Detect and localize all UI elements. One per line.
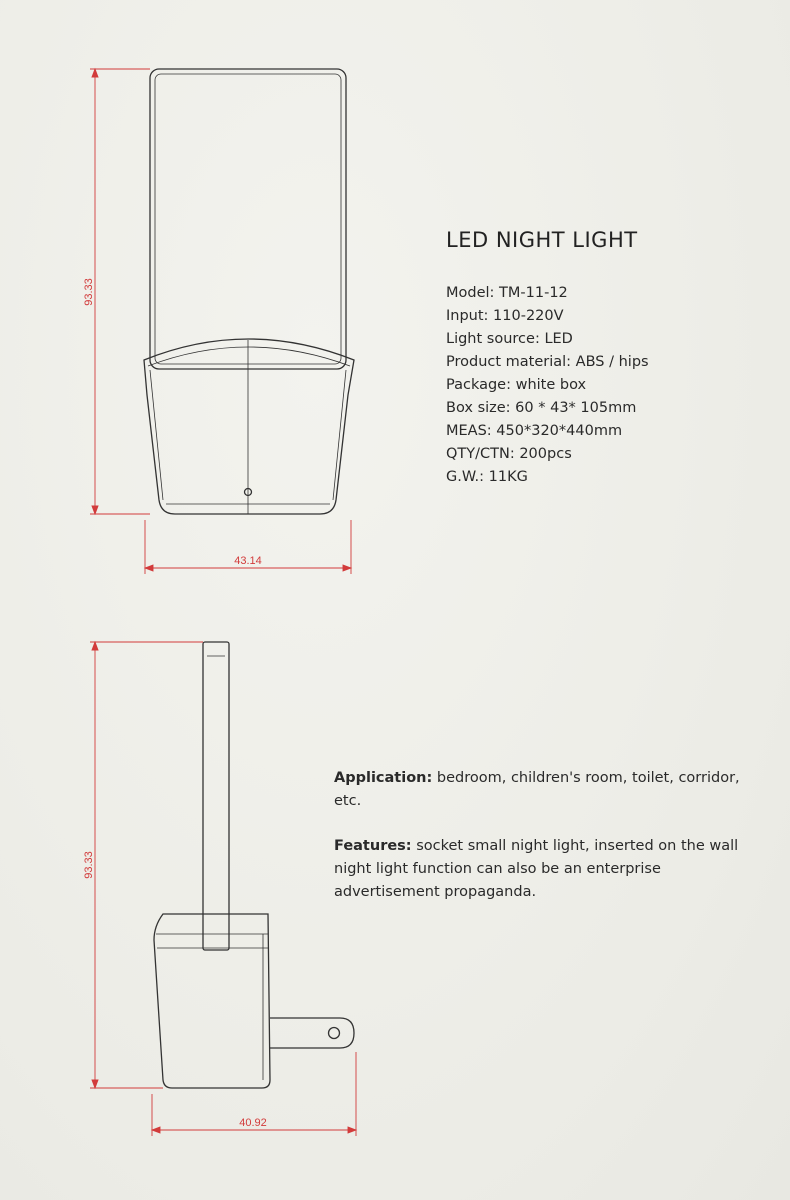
spec-package: Package: white box [446, 377, 587, 393]
application-paragraph [334, 767, 764, 813]
front-view [144, 69, 354, 514]
spec-block [446, 228, 766, 489]
front-panel-inner [155, 74, 341, 364]
spec-light-source: Light source: LED [446, 331, 573, 347]
features-text: socket small night light, inserted on the wall night light function can also be an enterprise advertisement propaganda. [334, 838, 739, 900]
side-housing-outline [154, 914, 270, 1088]
spec-meas: MEAS: 450*320*440mm [446, 423, 623, 439]
features-label: Features: [334, 838, 412, 854]
spec-material: Product material: ABS / hips [446, 354, 649, 370]
features-paragraph [334, 835, 764, 904]
plug-hole [329, 1028, 340, 1039]
front-width-dimension: 43.14 [234, 555, 262, 567]
side-panel-outline [203, 642, 229, 950]
front-panel-outline [150, 69, 346, 369]
front-base-outline [144, 339, 354, 514]
product-title: LED NIGHT LIGHT [446, 228, 638, 252]
plug-prong [270, 1018, 354, 1048]
spec-input: Input: 110-220V [446, 308, 564, 324]
front-dimensions [90, 69, 351, 574]
spec-qty: QTY/CTN: 200pcs [446, 446, 572, 462]
front-base-top-edge [148, 347, 350, 366]
spec-weight: G.W.: 11KG [446, 469, 528, 485]
application-label: Application: [334, 770, 433, 786]
side-dimensions [90, 642, 356, 1136]
side-height-dimension: 93.33 [83, 851, 95, 879]
application-text: bedroom, children's room, toilet, corridor, etc. [334, 770, 740, 809]
front-height-dimension: 93.33 [83, 278, 95, 306]
side-view [154, 642, 354, 1088]
side-width-dimension: 40.92 [239, 1117, 267, 1129]
spec-box-size: Box size: 60 * 43* 105mm [446, 400, 637, 416]
description-block [334, 767, 764, 926]
spec-model: Model: TM-11-12 [446, 285, 568, 301]
